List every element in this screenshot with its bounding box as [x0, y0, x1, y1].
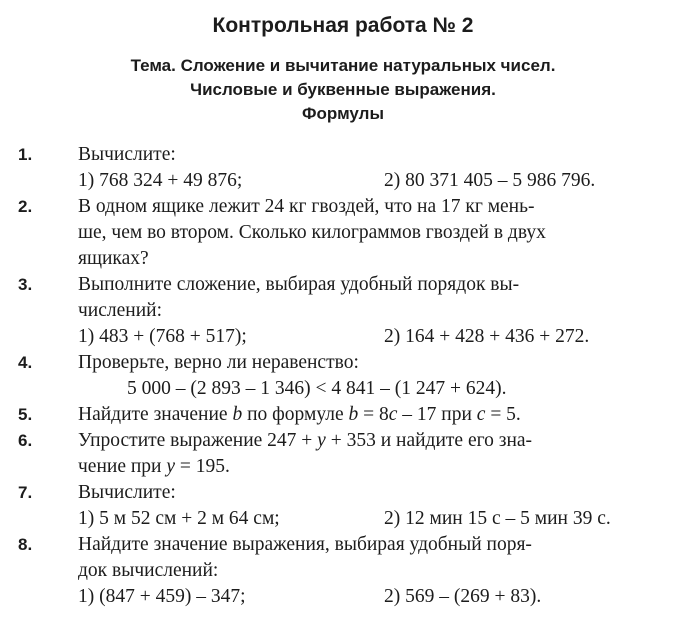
task-7-part-2: 2) 12 мин 15 с – 5 мин 39 с.: [384, 508, 611, 529]
task-1-part-1: 1) 768 324 + 49 876;: [78, 170, 243, 191]
task-8-line-2: док вычислений:: [78, 560, 219, 581]
task-5-text-a: Найдите значение: [78, 404, 233, 425]
task-5-text-e: = 5.: [485, 404, 521, 425]
task-6-text-a: Упростите выражение 247 +: [78, 430, 318, 451]
task-8-number: 8.: [18, 535, 33, 554]
task-5-var-c-2: c: [476, 404, 486, 425]
task-7-text: Вычислите:: [78, 482, 176, 503]
task-2-line-1: В одном ящике лежит 24 кг гвоздей, что на 17 кг мень-: [78, 196, 535, 217]
topic-line-2: Числовые и буквенные выражения.: [190, 80, 496, 99]
task-3-line-1: Выполните сложение, выбирая удобный порядок вы-: [78, 274, 520, 295]
task-6-line-1: [78, 428, 532, 454]
task-5-text: [78, 402, 521, 428]
task-3-part-1: 1) 483 + (768 + 517);: [78, 326, 247, 347]
task-7-part-1: 1) 5 м 52 см + 2 м 64 см;: [78, 508, 280, 529]
task-8-line-1: Найдите значение выражения, выбирая удобный поря-: [78, 534, 532, 555]
task-5-text-b: по формуле: [242, 404, 349, 425]
task-6-text-c: чение при: [78, 456, 167, 477]
task-8-part-1: 1) (847 + 459) – 347;: [78, 586, 246, 607]
task-1-number: 1.: [18, 145, 33, 164]
task-5-text-d: – 17 при: [397, 404, 477, 425]
task-6-var-y: y: [317, 430, 326, 451]
task-5-text-c: = 8: [358, 404, 389, 425]
task-3-line-2: числений:: [78, 300, 163, 321]
topic-line-3: Формулы: [302, 104, 384, 123]
page-title: Контрольная работа № 2: [212, 14, 474, 37]
task-6-text-b: + 353 и найдите его зна-: [325, 430, 533, 451]
task-5-var-b: b: [232, 404, 243, 425]
topic-line-1: Тема. Сложение и вычитание натуральных чисел.: [130, 56, 556, 75]
task-5-var-b-2: b: [348, 404, 359, 425]
task-1-text: Вычислите:: [78, 144, 176, 165]
task-3-part-2: 2) 164 + 428 + 436 + 272.: [384, 326, 590, 347]
task-2-number: 2.: [18, 197, 33, 216]
task-5-number: 5.: [18, 405, 33, 424]
task-2-line-2: ше, чем во втором. Сколько килограммов гвоздей в двух: [78, 222, 546, 243]
task-8-part-2: 2) 569 – (269 + 83).: [384, 586, 542, 607]
task-4-number: 4.: [18, 353, 33, 372]
task-2-line-3: ящиках?: [78, 248, 149, 269]
task-6-text-d: = 195.: [175, 456, 230, 477]
task-4-expression: 5 000 – (2 893 – 1 346) < 4 841 – (1 247 + 624).: [127, 378, 507, 399]
task-6-number: 6.: [18, 431, 33, 450]
task-6-line-2: [78, 454, 230, 480]
task-7-number: 7.: [18, 483, 33, 502]
task-5-var-c: c: [388, 404, 398, 425]
task-3-number: 3.: [18, 275, 33, 294]
task-6-var-y-2: y: [166, 456, 176, 477]
task-4-text: Проверьте, верно ли неравенство:: [78, 352, 359, 373]
task-1-part-2: 2) 80 371 405 – 5 986 796.: [384, 170, 596, 191]
topic-block: [0, 54, 686, 126]
